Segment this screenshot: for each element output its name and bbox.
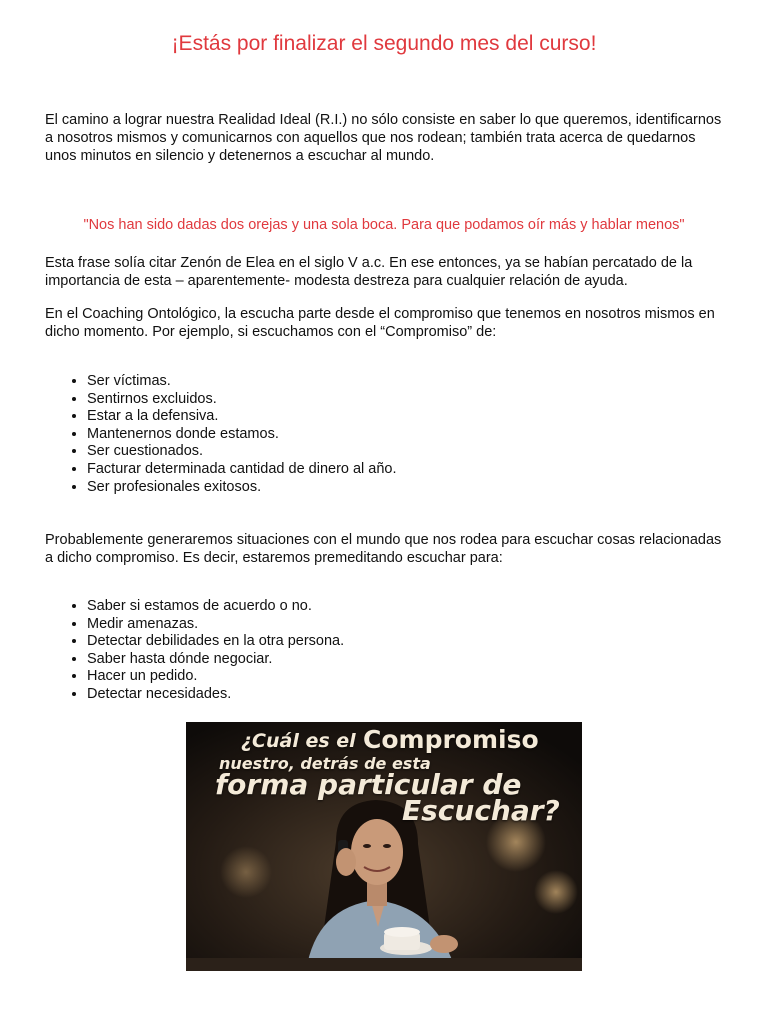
list-item: • Estar a la defensiva. <box>87 408 397 426</box>
listening-purpose-list <box>45 598 344 704</box>
list-item: • Medir amenazas. <box>87 616 344 634</box>
paragraph-coaching: En el Coaching Ontológico, la escucha parte desde el compromiso que tenemos en nosotros mismos en dicho momento. Por ejemplo, si escuchamos con el “Compromiso” de: <box>45 306 715 340</box>
list-item: • Detectar debilidades en la otra persona. <box>87 633 344 651</box>
image-caption-line: forma particular de <box>215 768 522 801</box>
image-caption-line: Escuchar? <box>402 794 560 827</box>
image-caption-overlay <box>186 722 582 971</box>
list-item: • Detectar necesidades. <box>87 686 344 704</box>
intro-paragraph: El camino a lograr nuestra Realidad Ideal (R.I.) no sólo consiste en saber lo que queremos, identificarnos a nosotros mismos y comunicarnos con aquellos que nos rodean; también trata acerca de quedarnos unos minutos en silencio y detenernos a escuchar al mundo. <box>45 112 722 164</box>
list-item: • Ser cuestionados. <box>87 443 397 461</box>
image-caption-line: nuestro, detrás de esta <box>219 754 431 773</box>
list-item: • Mantenernos donde estamos. <box>87 426 397 444</box>
image-caption-line: ¿Cuál es el <box>241 730 356 752</box>
paragraph-listening: Probablemente generaremos situaciones con el mundo que nos rodea para escuchar cosas relacionadas a dicho compromiso. Es decir, estaremos premeditando escuchar para: <box>45 532 722 566</box>
list-item: • Ser víctimas. <box>87 373 397 391</box>
page-title: ¡Estás por finalizar el segundo mes del curso! <box>171 32 597 55</box>
paragraph-zenon: Esta frase solía citar Zenón de Elea en el siglo V a.c. En ese entonces, ya se habían percatado de la importancia de esta – aparentemente- modesta destreza para cualquier relación de ayuda. <box>45 255 693 289</box>
list-item: • Sentirnos excluidos. <box>87 391 397 409</box>
image-caption-line: Compromiso <box>363 725 539 754</box>
list-item: • Saber si estamos de acuerdo o no. <box>87 598 344 616</box>
commitment-list <box>45 373 397 496</box>
list-item: • Facturar determinada cantidad de dinero al año. <box>87 461 397 479</box>
list-item: • Saber hasta dónde negociar. <box>87 651 344 669</box>
list-item: • Ser profesionales exitosos. <box>87 479 397 497</box>
woman-on-phone-image <box>186 722 582 971</box>
quote: "Nos han sido dadas dos orejas y una sola boca. Para que podamos oír más y hablar menos" <box>83 217 685 233</box>
list-item: • Hacer un pedido. <box>87 668 344 686</box>
